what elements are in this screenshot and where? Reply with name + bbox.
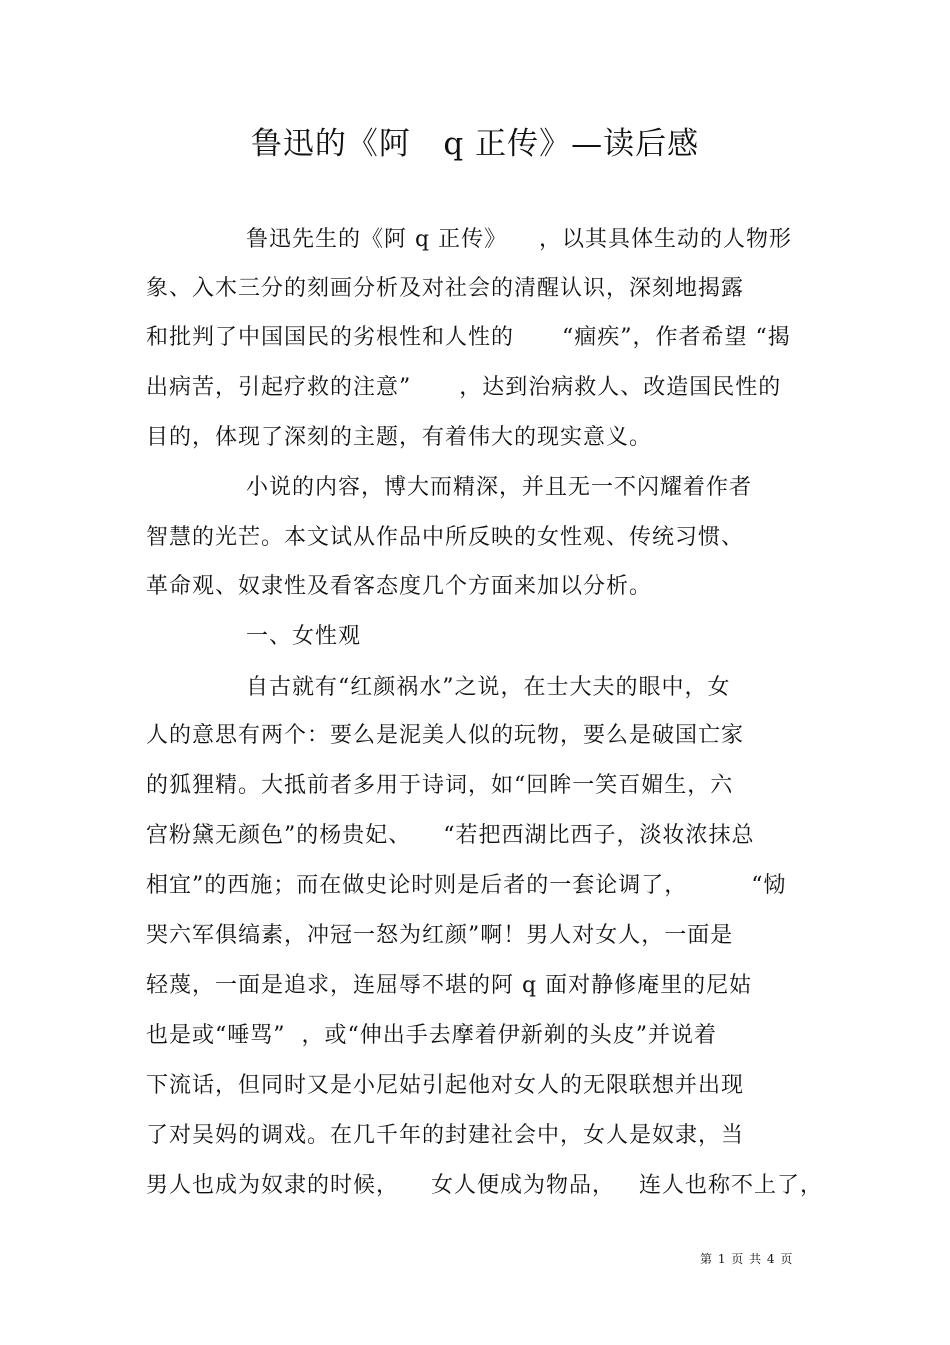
text-line: 相宜”的西施；而在做史论时则是后者的一套论调了， “恸 (146, 873, 787, 898)
text-line: 出病苦，引起疗救的注意” ，达到治病救人、改造国民性的 (146, 375, 782, 400)
text-line: 鲁迅先生的《阿 q 正传》 ，以其具体生动的人物形 (246, 227, 793, 252)
text-line: 小说的内容，博大而精深，并且无一不闪耀着作者 (246, 475, 753, 500)
text-line: 的狐狸精。大抵前者多用于诗词，如“回眸一笑百媚生，六 (146, 773, 734, 798)
text-line: 和批判了中国国民的劣根性和人性的 “痼疾”，作者希望 “揭 (146, 325, 791, 350)
text-line: 了对吴妈的调戏。在几千年的封建社会中，女人是奴隶，当 (146, 1123, 745, 1148)
text-line: 智慧的光芒。本文试从作品中所反映的女性观、传统习惯、 (146, 525, 745, 550)
text-line: 男人也成为奴隶的时候， 女人便成为物品， 连人也称不上了， (146, 1173, 823, 1198)
page-footer: 第 1 页 共 4 页 (700, 1252, 794, 1266)
text-line: 革命观、奴隶性及看客态度几个方面来加以分析。 (146, 574, 653, 599)
text-line: 宫粉黛无颜色”的杨贵妃、 “若把西湖比西子，淡妆浓抹总 (146, 823, 755, 848)
text-line: 象、入木三分的刻画分析及对社会的清醒认识，深刻地揭露 (146, 276, 745, 301)
document-title: 鲁迅的《阿 q 正传》—读后感 (250, 126, 700, 162)
section-heading: 一、女性观 (246, 624, 362, 649)
text-line: 下流话，但同时又是小尼姑引起他对女人的无限联想并出现 (146, 1073, 745, 1098)
text-line: 目的，体现了深刻的主题，有着伟大的现实意义。 (146, 425, 653, 450)
text-line: 自古就有“红颜祸水”之说，在士大夫的眼中，女 (246, 675, 731, 700)
text-line: 也是或“唾骂” ，或“伸出手去摩着伊新剃的头皮”并说着 (146, 1023, 717, 1048)
text-line: 哭六军俱缟素，冲冠一怒为红颜”啊！男人对女人，一面是 (146, 923, 734, 948)
text-line: 轻蔑，一面是追求，连屈辱不堪的阿 q 面对静修庵里的尼姑 (146, 973, 753, 998)
text-line: 人的意思有两个：要么是泥美人似的玩物，要么是破国亡家 (146, 723, 745, 748)
